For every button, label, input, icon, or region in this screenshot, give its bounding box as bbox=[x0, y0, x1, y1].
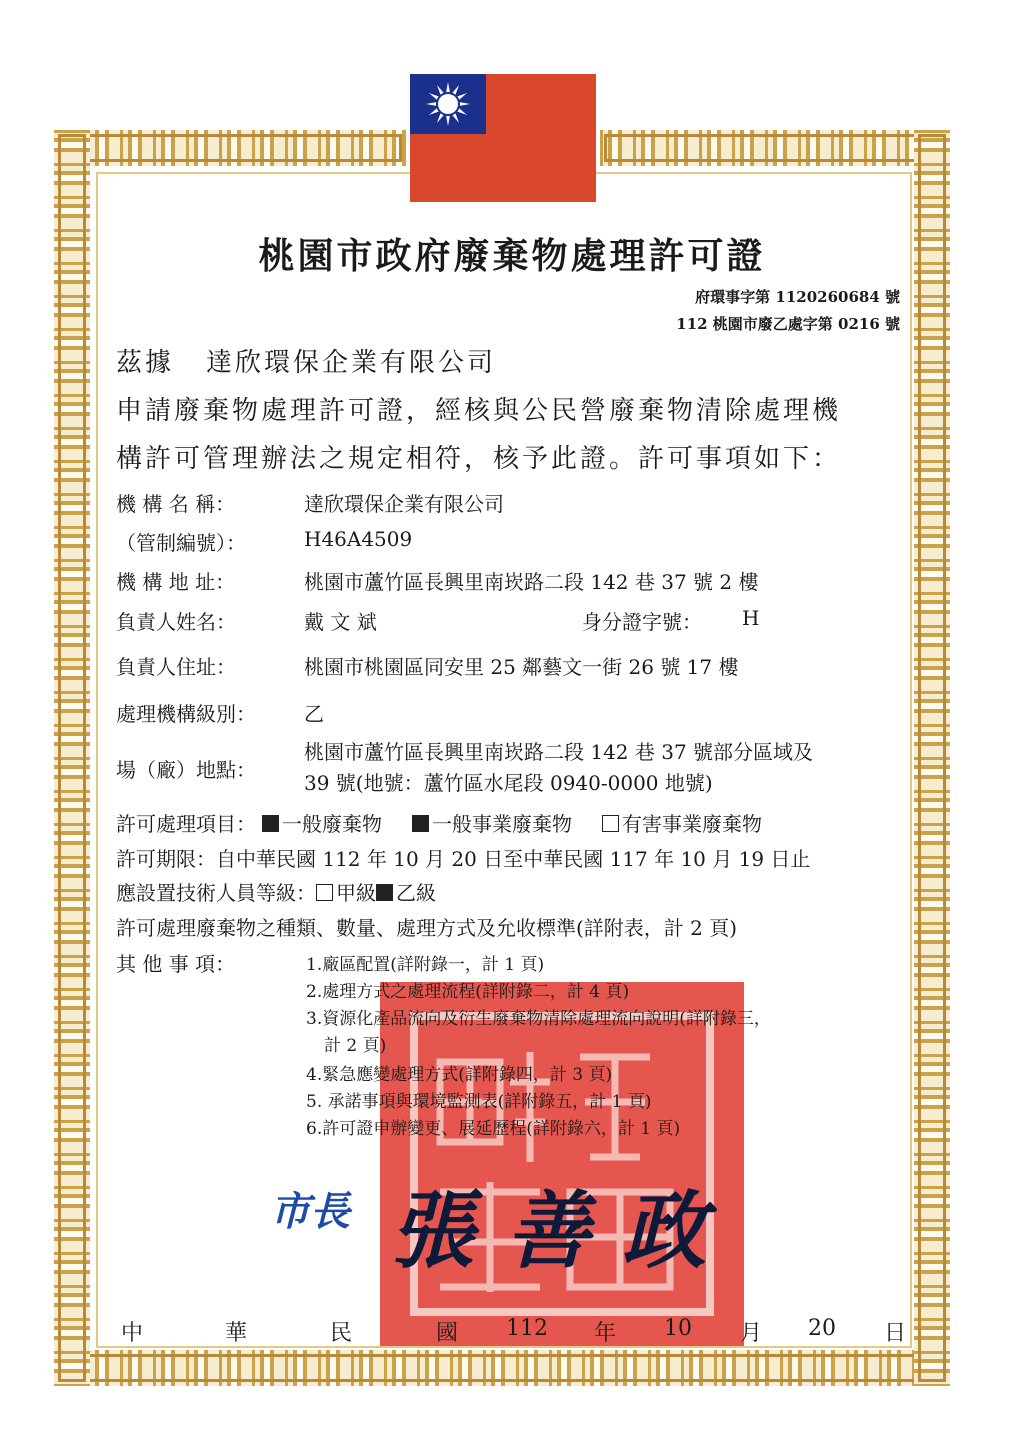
border-left bbox=[54, 130, 90, 1386]
checkbox-grade-a bbox=[316, 884, 333, 901]
field-grade: 處理機構級別： 乙 bbox=[116, 702, 324, 726]
field-org-address: 機 構 地 址： 桃園市蘆竹區長興里南崁路二段 142 巷 37 號 2 樓 bbox=[116, 570, 759, 594]
field-waste-types: 許可處理廢棄物之種類、數量、處理方式及允收標準(詳附表，計 2 頁) bbox=[116, 916, 738, 940]
other-item-2: 2.處理方式之處理流程(詳附錄二，計 4 頁) bbox=[306, 982, 630, 1002]
date-month-unit: 月 bbox=[740, 1321, 763, 1346]
intro-line-3: 構許可管理辦法之規定相符，核予此證。許可事項如下： bbox=[116, 444, 842, 474]
field-period: 許可期限：自中華民國 112 年 10 月 20 日至中華民國 117 年 10 月 19 日止 bbox=[116, 847, 811, 871]
date-char-1: 中 bbox=[121, 1321, 144, 1346]
intro-prefix: 茲據 bbox=[116, 348, 175, 378]
flag bbox=[410, 74, 596, 202]
other-item-1: 1.廠區配置(詳附錄一，計 1 頁) bbox=[306, 955, 545, 975]
field-permit-items: 許可處理項目： 一般廢棄物 一般事業廢棄物 有害事業廢棄物 bbox=[116, 812, 762, 836]
border-top-right bbox=[600, 130, 950, 166]
mayor-signature: 張善政 bbox=[390, 1181, 739, 1280]
field-control-no: （管制編號）： H46A4509 bbox=[116, 527, 413, 555]
field-responsible-name: 負責人姓名： 戴 文 斌 身分證字號： H bbox=[116, 606, 760, 634]
intro-line-2: 申請廢棄物處理許可證，經核與公民營廢棄物清除處理機 bbox=[116, 396, 842, 426]
id-no-label: 身分證字號： bbox=[582, 610, 702, 634]
other-item-4: 4.緊急應變處理方式(詳附錄四，計 3 頁) bbox=[306, 1065, 613, 1085]
other-item-3: 3.資源化產品流向及衍生廢棄物清除處理流向說明(詳附錄三， bbox=[306, 1009, 771, 1029]
other-item-5: 5. 承諾事項與環境監測表(詳附錄五，計 1 頁) bbox=[306, 1092, 652, 1112]
date-day-unit: 日 bbox=[884, 1321, 907, 1346]
checkbox-grade-b bbox=[376, 884, 393, 901]
date-year-unit: 年 bbox=[594, 1321, 617, 1346]
other-item-3-cont: 計 2 頁) bbox=[324, 1036, 387, 1056]
field-site: 場（廠）地點： 桃園市蘆竹區長興里南崁路二段 142 巷 37 號部分區域及 39 號(地號：蘆竹區水尾段 0940-0000 地號) bbox=[116, 740, 814, 795]
checkbox-hazardous-waste bbox=[602, 815, 619, 832]
mayor-title: 市長 bbox=[270, 1188, 350, 1235]
intro-company: 達欣環保企業有限公司 bbox=[206, 348, 497, 378]
field-responsible-address: 負責人住址： 桃園市桃園區同安里 25 鄰藝文一街 26 號 17 樓 bbox=[116, 655, 739, 679]
field-org-name: 機 構 名 稱： 達欣環保企業有限公司 bbox=[116, 492, 504, 516]
doc-number-2: 112 桃園市廢乙處字第 0216 號 bbox=[676, 315, 900, 333]
id-no-value: H bbox=[742, 606, 760, 630]
other-item-6: 6.許可證申辦變更、展延歷程(詳附錄六，計 1 頁) bbox=[306, 1119, 681, 1139]
doc-number-1: 府環事字第 1120260684 號 bbox=[695, 288, 900, 306]
border-bottom bbox=[54, 1350, 950, 1386]
checkbox-industrial-waste bbox=[412, 815, 429, 832]
date-char-3: 民 bbox=[330, 1321, 353, 1346]
signature bbox=[270, 1170, 790, 1290]
border-right bbox=[914, 130, 950, 1386]
date-char-2: 華 bbox=[225, 1321, 248, 1346]
date-month: 10 bbox=[664, 1316, 692, 1341]
date-day: 20 bbox=[808, 1316, 836, 1341]
date-year: 112 bbox=[506, 1316, 548, 1341]
date-char-4: 國 bbox=[436, 1321, 459, 1346]
field-technician: 應設置技術人員等級： 甲級 乙級 bbox=[116, 881, 436, 905]
intro-line-1 bbox=[116, 342, 496, 379]
other-label: 其 他 事 項： bbox=[116, 952, 236, 976]
certificate-title: 桃園市政府廢棄物處理許可證 bbox=[258, 235, 766, 277]
checkbox-general-waste bbox=[262, 815, 279, 832]
border-top-left bbox=[54, 130, 406, 166]
